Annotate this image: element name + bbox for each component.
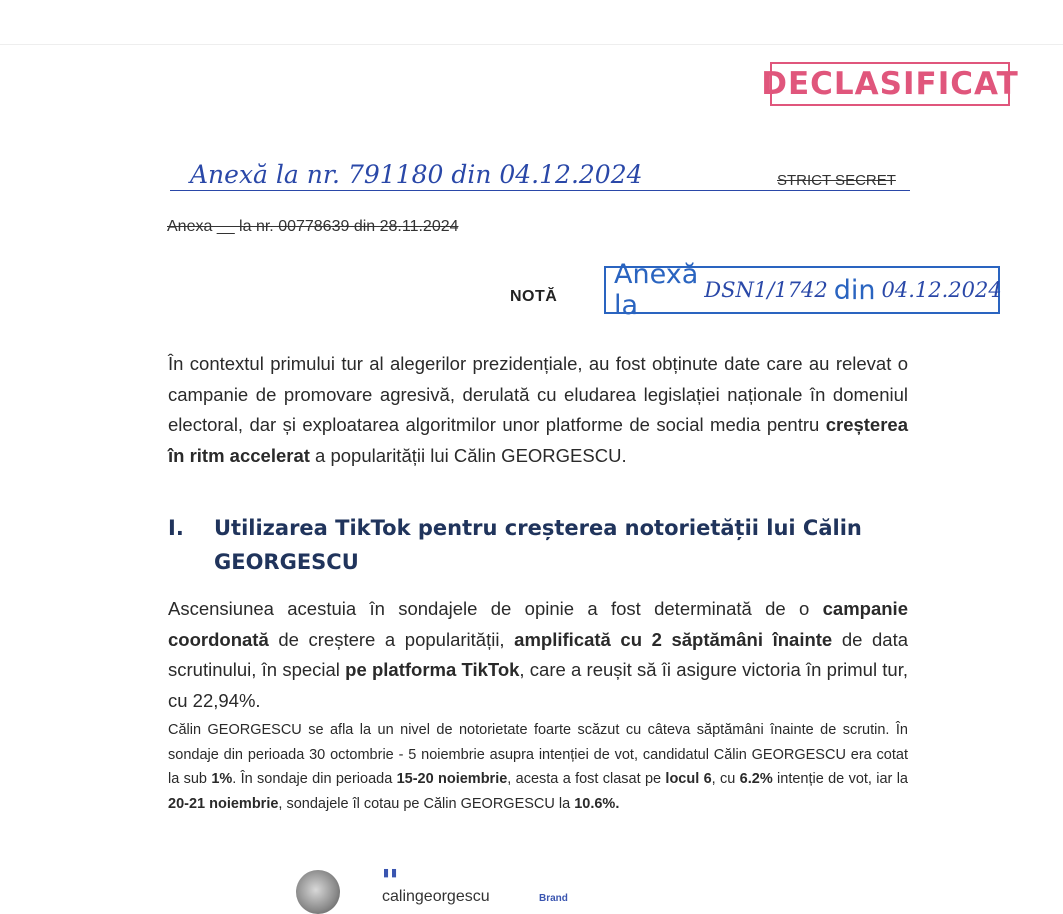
p2-text: , cu <box>711 771 740 788</box>
p2-bold: 15-20 noiembrie <box>396 771 508 788</box>
tiktok-username: calingeorgescu <box>382 888 490 905</box>
p1-bold: campanie coordonată <box>168 598 908 650</box>
p2-text: , acesta a fost clasat pe <box>507 771 666 788</box>
old-annex-line: Anexa __ la nr. 00778639 din 28.11.2024 <box>167 218 459 235</box>
intro-bold: creșterea în ritm accelerat <box>168 414 908 466</box>
p2-bold: 1% <box>211 771 233 788</box>
section-number: I. <box>168 516 184 540</box>
p1-bold: amplificată cu 2 săptămâni înainte <box>514 628 833 650</box>
p2-text: , sondajele îl cotau pe Călin GEORGESCU la <box>278 795 575 812</box>
annex-stamp-din: din <box>833 274 876 306</box>
section-heading <box>168 511 862 579</box>
section-paragraph-1 <box>168 594 908 716</box>
declassified-stamp-text: DECLASIFICAT <box>761 66 1019 102</box>
annex-stamp-prefix: Anexă la <box>614 259 699 321</box>
p1-text: de creștere a popularității, <box>268 628 515 650</box>
p2-bold: locul 6 <box>665 771 712 788</box>
p2-bold: 6.2% <box>739 771 773 788</box>
p1-bold: pe platforma TikTok <box>345 659 520 680</box>
handwritten-annex-line: Anexă la nr. 791180 din 04.12.2024 <box>190 160 643 189</box>
annex-stamp-number: DSN1/1742 <box>704 278 828 302</box>
section-title-line1: Utilizarea TikTok pentru creșterea notorietății lui Călin <box>214 516 862 540</box>
handwritten-underline <box>170 190 910 191</box>
annex-stamp-date: 04.12.2024 <box>881 278 1002 302</box>
document-title: NOTĂ <box>510 288 558 305</box>
intro-paragraph <box>168 349 908 471</box>
p1-text: Ascensiunea acestuia în sondajele de opinie a fost determinată de o <box>168 598 823 619</box>
scan-edge-line <box>0 44 1063 45</box>
p2-text: intenție de vot, iar la <box>772 771 908 788</box>
p2-text: . În sondaje din perioada <box>232 771 397 788</box>
section-paragraph-2 <box>168 718 908 816</box>
p1-text: , care a reușit să îi asigure victoria în primul tur, cu 22,94%. <box>168 659 908 711</box>
intro-text: În contextul primului tur al alegerilor prezidențiale, au fost obținute date care au relevat o campanie de promovare agresivă, derulată cu eludarea legislației naționale în domeniul electoral, dar și exploatarea algoritmilor unor platforme de social media pentru <box>168 353 908 435</box>
p2-bold: 20-21 noiembrie <box>168 795 279 812</box>
classification-struck: STRICT SECRET <box>777 172 896 189</box>
brand-badge: Brand <box>539 893 568 904</box>
p2-bold: 10.6%. <box>574 795 620 812</box>
flag-icon: ▮▮ <box>383 867 400 879</box>
p2-text: Călin GEORGESCU se afla la un nivel de notorietate foarte scăzut cu câteva săptămâni înainte de scrutin. În sondaje din perioada 30 octombrie - 5 noiembrie asupra intenției de vot, candidatul Călin GEORGESCU era cotat la sub <box>168 722 908 788</box>
annex-stamp <box>604 259 1002 321</box>
profile-avatar <box>296 870 340 914</box>
intro-text-end: a popularității lui Călin GEORGESCU. <box>309 444 627 466</box>
declassified-stamp <box>761 62 1019 106</box>
p1-text: de data scrutinului, în special <box>168 628 908 680</box>
section-title-line2: GEORGESCU <box>214 550 359 574</box>
